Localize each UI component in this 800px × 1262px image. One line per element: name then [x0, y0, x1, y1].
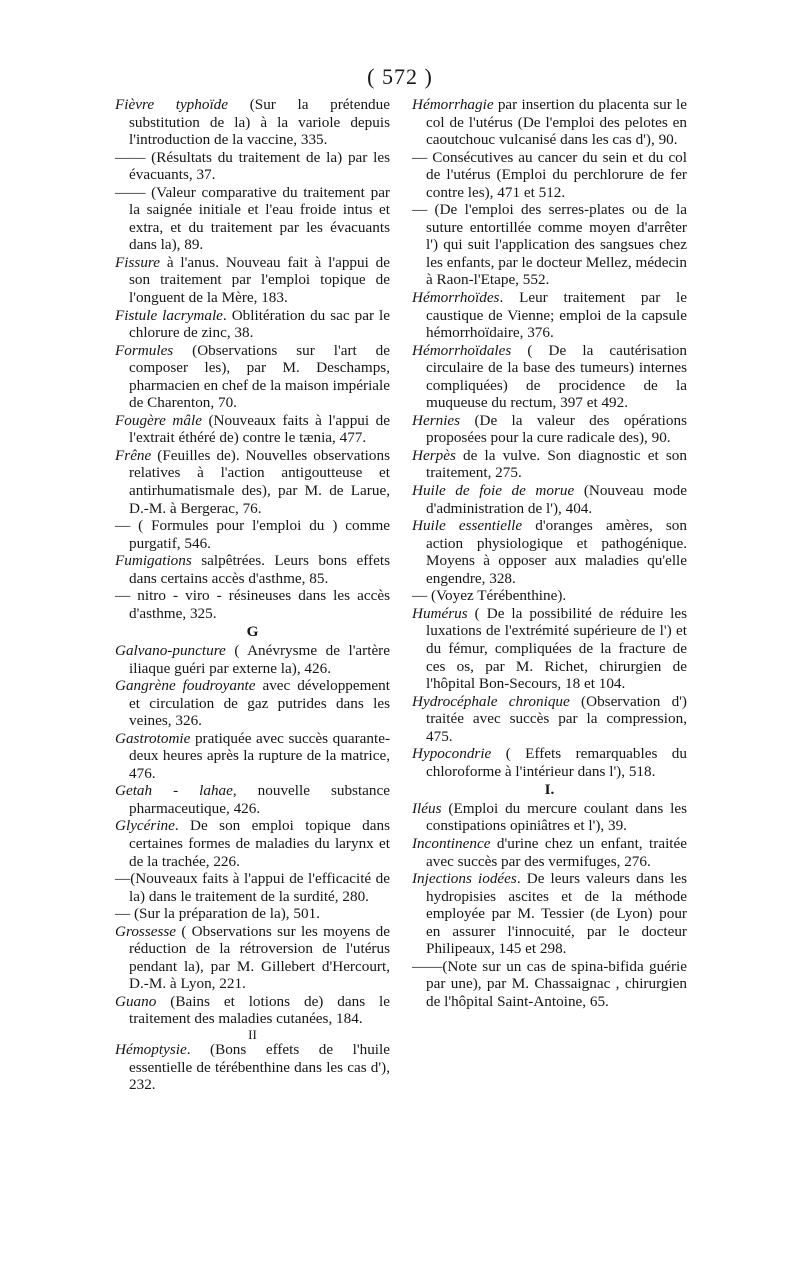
entry-text: — nitro - viro - résineuses dans les accès d'asthme, 325.	[115, 587, 390, 622]
entry-text: . De leurs valeurs dans les hydropisies ascites et de la méthode employée par M. Tessier (de Lyon) pour en assurer l'innocuité, par le docteur Philipeaux, 145 et 298.	[426, 870, 687, 958]
index-entry	[115, 677, 390, 730]
entry-text: pratiquée avec succès quarante-deux heures après la rupture de la matrice, 476.	[129, 729, 390, 782]
entry-text: d'urine chez un enfant, traitée avec succès par des vermifuges, 276.	[426, 834, 687, 870]
entry-text: (De la valeur des opérations proposées pour la cure radicale des), 90.	[426, 411, 687, 447]
index-entry	[412, 482, 687, 517]
entry-heading: Huile de foie de morue	[412, 482, 575, 500]
index-entry	[115, 184, 390, 254]
entry-heading: Hémorrhagie	[412, 96, 494, 113]
entry-heading: Iléus	[412, 799, 442, 817]
entry-text: (Nouveau mode d'administration de l'), 404.	[426, 482, 687, 517]
entry-heading: Hémorrhoïdes	[412, 289, 500, 307]
section-letter: I.	[544, 781, 555, 799]
index-entry	[412, 693, 687, 746]
entry-heading: Fistule lacrymale	[115, 306, 223, 324]
index-entry	[412, 835, 687, 870]
entry-text: (Observation d') traitée avec succès par la compression, 475.	[426, 692, 687, 745]
entry-text: ( De la possibilité de réduire les luxations de l'extrémité supérieure de l') et du fémur, compliquées de la fracture de ces os, par M. Richet, chirurgien de l'hôpital Bon-Secours, 18 et 104.	[426, 604, 687, 693]
entry-text: — (Voyez Térébenthine).	[412, 587, 567, 605]
index-entry	[412, 289, 687, 342]
index-entry	[412, 800, 687, 835]
entry-text: (Observations sur l'art de composer les), par M. Deschamps, pharmacien en chef de la maison impériale de Charenton, 70.	[129, 341, 390, 412]
index-entry	[412, 201, 687, 289]
index-entry	[412, 587, 687, 605]
entry-heading: Fougère mâle	[115, 411, 202, 429]
entry-text: . (Bons effets de l'huile essentielle de térébenthine dans les cas d'), 232.	[129, 1040, 390, 1094]
index-entry	[412, 958, 687, 1011]
entry-heading: Huile essentielle	[412, 517, 523, 535]
index-entry	[115, 993, 390, 1028]
index-entry	[115, 587, 390, 622]
entry-text: ( Anévrysme de l'artère iliaque guéri par externe la), 426.	[129, 641, 390, 677]
entry-heading: Incontinence	[412, 834, 491, 852]
entry-heading: Galvano-puncture	[115, 641, 226, 659]
entry-heading: Injections iodées	[412, 870, 517, 888]
entry-heading: Gangrène foudroyante	[115, 677, 256, 695]
index-entry	[115, 642, 390, 677]
index-entry	[115, 923, 390, 993]
index-entry	[412, 447, 687, 482]
index-entry	[115, 254, 390, 307]
entry-heading: Gastrotomie	[115, 729, 191, 747]
index-entry	[412, 149, 687, 202]
index-entry	[412, 412, 687, 447]
entry-text: d'oranges amères, son action physiologique et pathogénique. Moyens à opposer aux maladies qu'elle engendre, 328.	[426, 517, 687, 587]
index-entry	[412, 745, 687, 780]
index-entry	[412, 342, 687, 412]
entry-text: —— (Résultats du traitement de la) par les évacuants, 37.	[115, 148, 390, 184]
index-entry	[115, 782, 390, 817]
entry-text: —(Nouveaux faits à l'appui de l'efficacité de la) dans le traitement de la surdité, 280.	[115, 870, 390, 905]
entry-heading: Humérus	[412, 604, 468, 622]
entry-text: à l'anus. Nouveau fait à l'appui de son traitement par l'emploi topique de l'onguent de la Mère, 183.	[129, 253, 390, 307]
entry-text: ( Observations sur les moyens de réduction de la rétroversion de l'utérus pendant la), par M. Gillebert d'Hercourt, D.-M. à Lyon, 221.	[129, 922, 390, 993]
entry-text: — Consécutives au cancer du sein et du col de l'utérus (Emploi du perchlorure de fer contre les), 471 et 512.	[412, 148, 687, 201]
index-entry	[412, 517, 687, 587]
index-entry	[115, 552, 390, 587]
index-entry	[115, 447, 390, 517]
entry-heading: Glycérine	[115, 817, 175, 835]
entry-text: —— (Valeur comparative du traitement par la saignée initiale et l'eau froide intus et extra, et du traitement par les évacuants dans la), 89.	[115, 183, 390, 254]
entry-heading: Hydrocéphale chronique	[412, 692, 570, 710]
entry-text: . De son emploi topique dans certaines formes de maladies du larynx et de la trachée, 226.	[129, 817, 390, 870]
entry-heading: Hémoptysie	[115, 1040, 187, 1058]
entry-text: (Emploi du mercure coulant dans les constipations opiniâtres et l'), 39.	[426, 799, 687, 835]
left-column	[115, 96, 390, 1094]
entry-text: — ( Formules pour l'emploi du ) comme purgatif, 546.	[115, 517, 390, 552]
entry-heading: Hémorrhoïdales	[412, 341, 512, 359]
index-entry	[115, 517, 390, 552]
entry-text: ( Effets remarquables du chloroforme à l'intérieur dans l'), 518.	[426, 745, 687, 780]
entry-text: — (Sur la préparation de la), 501.	[115, 905, 320, 923]
index-entry	[115, 870, 390, 905]
entry-heading: Fissure	[115, 253, 160, 271]
entry-heading: Herpès	[412, 446, 456, 464]
page-number: ( 572 )	[367, 64, 433, 89]
right-column	[412, 96, 687, 1010]
index-entry	[412, 605, 687, 693]
entry-text: ( De la cautérisation circulaire de la base des tumeurs) internes compliquées) de procidence de la muqueuse du rectum, 397 et 492.	[426, 341, 687, 412]
index-entry	[115, 149, 390, 184]
entry-heading: Fumigations	[115, 552, 192, 570]
entry-text: , nouvelle substance pharmaceutique, 426.	[129, 782, 390, 817]
index-entry	[115, 307, 390, 342]
entry-heading: Grossesse	[115, 922, 177, 940]
entry-heading: Frêne	[115, 446, 152, 464]
entry-text: (Sur la prétendue substitution de la) à la variole depuis l'introduction de la vaccine, 335.	[129, 96, 390, 149]
entry-text: de la vulve. Son diagnostic et son traitement, 275.	[426, 446, 687, 482]
index-entry	[115, 1041, 390, 1094]
section-letter: II	[248, 1026, 257, 1042]
entry-heading: Guano	[115, 992, 157, 1010]
entry-text: — (De l'emploi des serres-plates ou de la suture entortillée comme moyen d'arrêter l') qui suit l'application des sangsues chez les enfants, par le docteur Mellez, médecin à Raon-l'Etape, 552.	[412, 201, 687, 289]
index-entry	[115, 96, 390, 149]
entry-text: par insertion du placenta sur le col de l'utérus (De l'emploi des pelotes en caoutchouc vulcanisé dans les cas d'), 90.	[426, 96, 687, 149]
section-letter: G	[246, 623, 259, 641]
index-entry	[115, 730, 390, 783]
entry-heading: Hypocondrie	[412, 745, 492, 763]
index-entry	[115, 817, 390, 870]
entry-text: . Oblitération du sac par le chlorure de zinc, 38.	[129, 306, 390, 342]
entry-text: (Feuilles de). Nouvelles observations relatives à l'action antigoutteuse et antirhumatismale des), par M. de Larue, D.-M. à Bergerac, 76.	[129, 446, 390, 517]
entry-heading: Hernies	[412, 411, 461, 429]
entry-heading: Getah - lahae	[115, 782, 233, 800]
entry-text: ——(Note sur un cas de spina-bifida guérie par une), par M. Chassaignac , chirurgien de l'hôpital Saint-Antoine, 65.	[412, 957, 687, 1010]
entry-text: . Leur traitement par le caustique de Vienne; emploi de la capsule hémorrhoïdaire, 376.	[426, 289, 687, 342]
entry-text: (Bains et lotions de) dans le traitement des maladies cutanées, 184.	[129, 992, 390, 1028]
index-entry	[115, 412, 390, 447]
index-entry	[115, 342, 390, 412]
entry-heading: Formules	[115, 341, 174, 359]
index-entry	[412, 96, 687, 149]
entry-heading: Fièvre typhoïde	[115, 96, 229, 113]
index-entry	[412, 870, 687, 958]
entry-text: salpêtrées. Leurs bons effets dans certains accès d'asthme, 85.	[129, 552, 390, 587]
entry-text: (Nouveaux faits à l'appui de l'extrait éthéré de) contre le tænia, 477.	[129, 411, 390, 447]
entry-text: avec développement et circulation de gaz putrides dans les veines, 326.	[129, 677, 390, 730]
index-entry	[115, 905, 390, 923]
